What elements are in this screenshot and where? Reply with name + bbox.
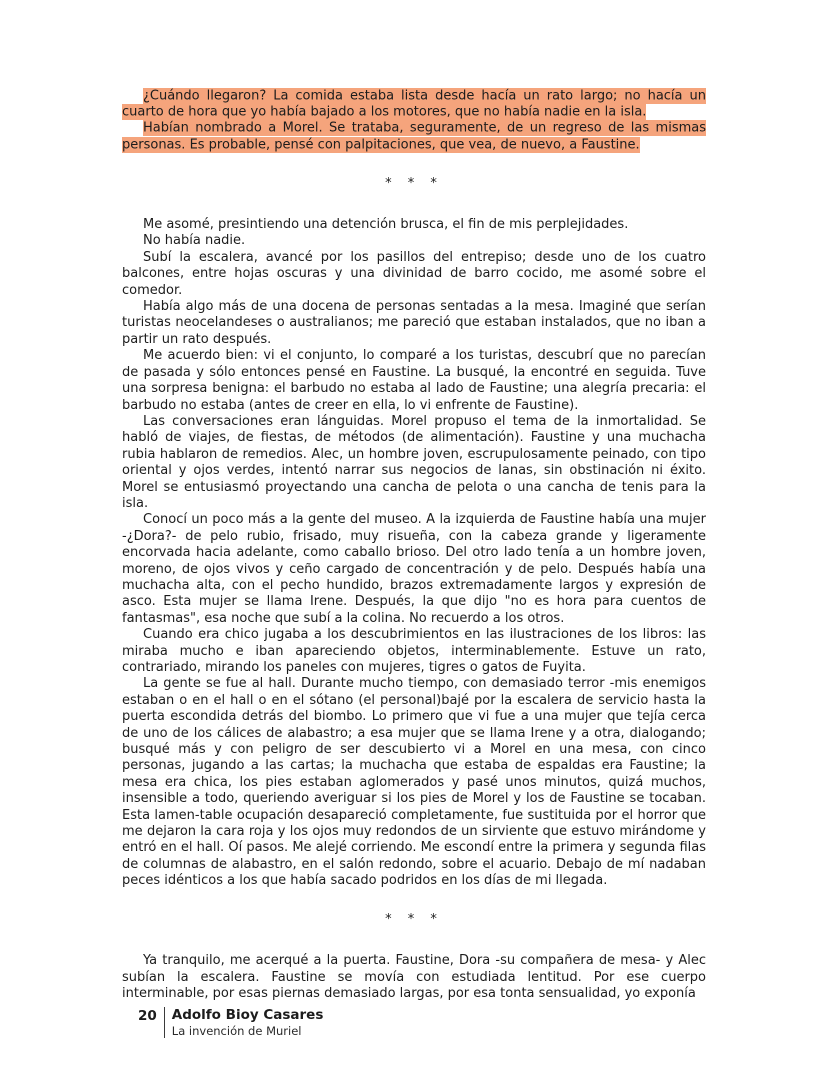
highlighted-paragraph: [122, 121, 706, 154]
highlight-text: ¿Cuándo llegaron? La comida estaba lista desde hacía un rato largo; no hacía un cuarto de hora que yo había bajado a los motores, que no había nadie en la isla.: [122, 88, 706, 120]
paragraph: Había algo más de una docena de personas sentadas a la mesa. Imaginé que serían turistas neocelandeses o australianos; me pareció que estaban instalados, que no iban a partir un rato después.: [122, 299, 706, 347]
paragraph: Me acuerdo bien: vi el conjunto, lo comparé a los turistas, descubrí que no parecían de pasada y sólo entonces pensé en Faustine. La busqué, la encontré en seguida. Tuve una sorpresa benigna: el barbudo no estaba al lado de Faustine; una alegría precaria: el barbudo no estaba (antes de creer en ella, lo vi enfrente de Faustine).: [122, 348, 706, 413]
author-name: Adolfo Bioy Casares: [171, 1007, 324, 1023]
paragraph: Conocí un poco más a la gente del museo. A la izquierda de Faustine había una mujer -¿Dora?- de pelo rubio, frisado, muy risueña, con la cabeza grande y ligeramente encorvada hacia adelante, como caballo brioso. Del otro lado tenía a un hombre joven, moreno, de ojos vivos y ceño cargado de concentración y de pelo. Después había una muchacha alta, con el pecho hundido, brazos extremadamente largos y expresión de asco. Esta mujer se llama Irene. Después, la que dijo "no es hora para cuentos de fantasmas", esa noche que subí a la colina. No recuerdo a los otros.: [122, 512, 706, 626]
highlighted-paragraph: [122, 88, 706, 121]
text-block: [122, 88, 706, 1002]
highlight-text: Habían nombrado a Morel. Se trataba, seguramente, de un regreso de las mismas personas. Es probable, pensé con palpitaciones, que vea, de nuevo, a Faustine.: [122, 120, 706, 153]
paragraph: Subí la escalera, avancé por los pasillos del entrepiso; desde uno de los cuatro balcones, entre hojas oscuras y una divinidad de barro cocido, me asomé sobre el comedor.: [122, 249, 706, 298]
book-title: La invención de Muriel: [171, 1024, 302, 1038]
paragraph: Ya tranquilo, me acerqué a la puerta. Faustine, Dora -su compañera de mesa- y Alec subían la escalera. Faustine se movía con estudiada lentitud. Por ese cuerpo interminable, por esas piernas demasiado largas, por esa tonta sensualidad, yo exponía: [122, 953, 706, 1001]
section-separator: * * *: [385, 175, 443, 191]
paragraph: Las conversaciones eran lánguidas. Morel propuso el tema de la inmortalidad. Se habló de viajes, de fiestas, de métodos (de alimentación). Faustine y una muchacha rubia hablaron de remedios. Alec, un hombre joven, escrupulosamente peinado, con tipo oriental y ojos verdes, intentó narrar sus negocios de lanas, sin obstinación ni éxito. Morel se entusiasmó proyectando una cancha de pelota o una cancha de tenis para la isla.: [122, 413, 706, 511]
page-number: 20: [138, 1008, 157, 1024]
footer-meta: [165, 1007, 324, 1038]
section-separator: * * *: [385, 911, 443, 927]
paragraph: No había nadie.: [143, 233, 246, 249]
paragraph: Me asomé, presintiendo una detención brusca, el fin de mis perplejidades.: [143, 217, 629, 233]
page-footer: [138, 1007, 323, 1038]
paragraph: Cuando era chico jugaba a los descubrimientos en las ilustraciones de los libros: las miraba mucho e iban apareciendo objetos, interminablemente. Estuve un rato, contrariado, mirando los paneles con mujeres, tigres o gatos de Fuyita.: [122, 627, 706, 675]
paragraph: La gente se fue al hall. Durante mucho tiempo, con demasiado terror -mis enemigos estaban o en el hall o en el sótano (el personal)bajé por la escalera de servicio hasta la puerta escondida detrás del biombo. Lo primero que vi fue a una mujer que tejía cerca de uno de los cálices de alabastro; a esa mujer que se llama Irene y a otra, dialogando; busqué más y con peligro de ser descubierto vi a Morel en una mesa, con cinco personas, jugando a las cartas; la muchacha que estaba de espaldas era Faustine; la mesa era chica, los pies estaban aglomerados y pasé unos minutos, quizá muchos, insensible a todo, queriendo averiguar si los pies de Morel y los de Faustine se tocaban. Esta lamen-table ocupación desapareció completamente, fue sustituida por el horror que me dejaron la cara roja y los ojos muy redondos de un sirviente que estuvo mirándome y entró en el hall. Oí pasos. Me alejé corriendo. Me escondí entre la primera y segunda filas de columnas de alabastro, en el salón redondo, sobre el acuario. Debajo de mí nadaban peces idénticos a los que había sacado podridos en los días de mi llegada.: [122, 676, 706, 889]
